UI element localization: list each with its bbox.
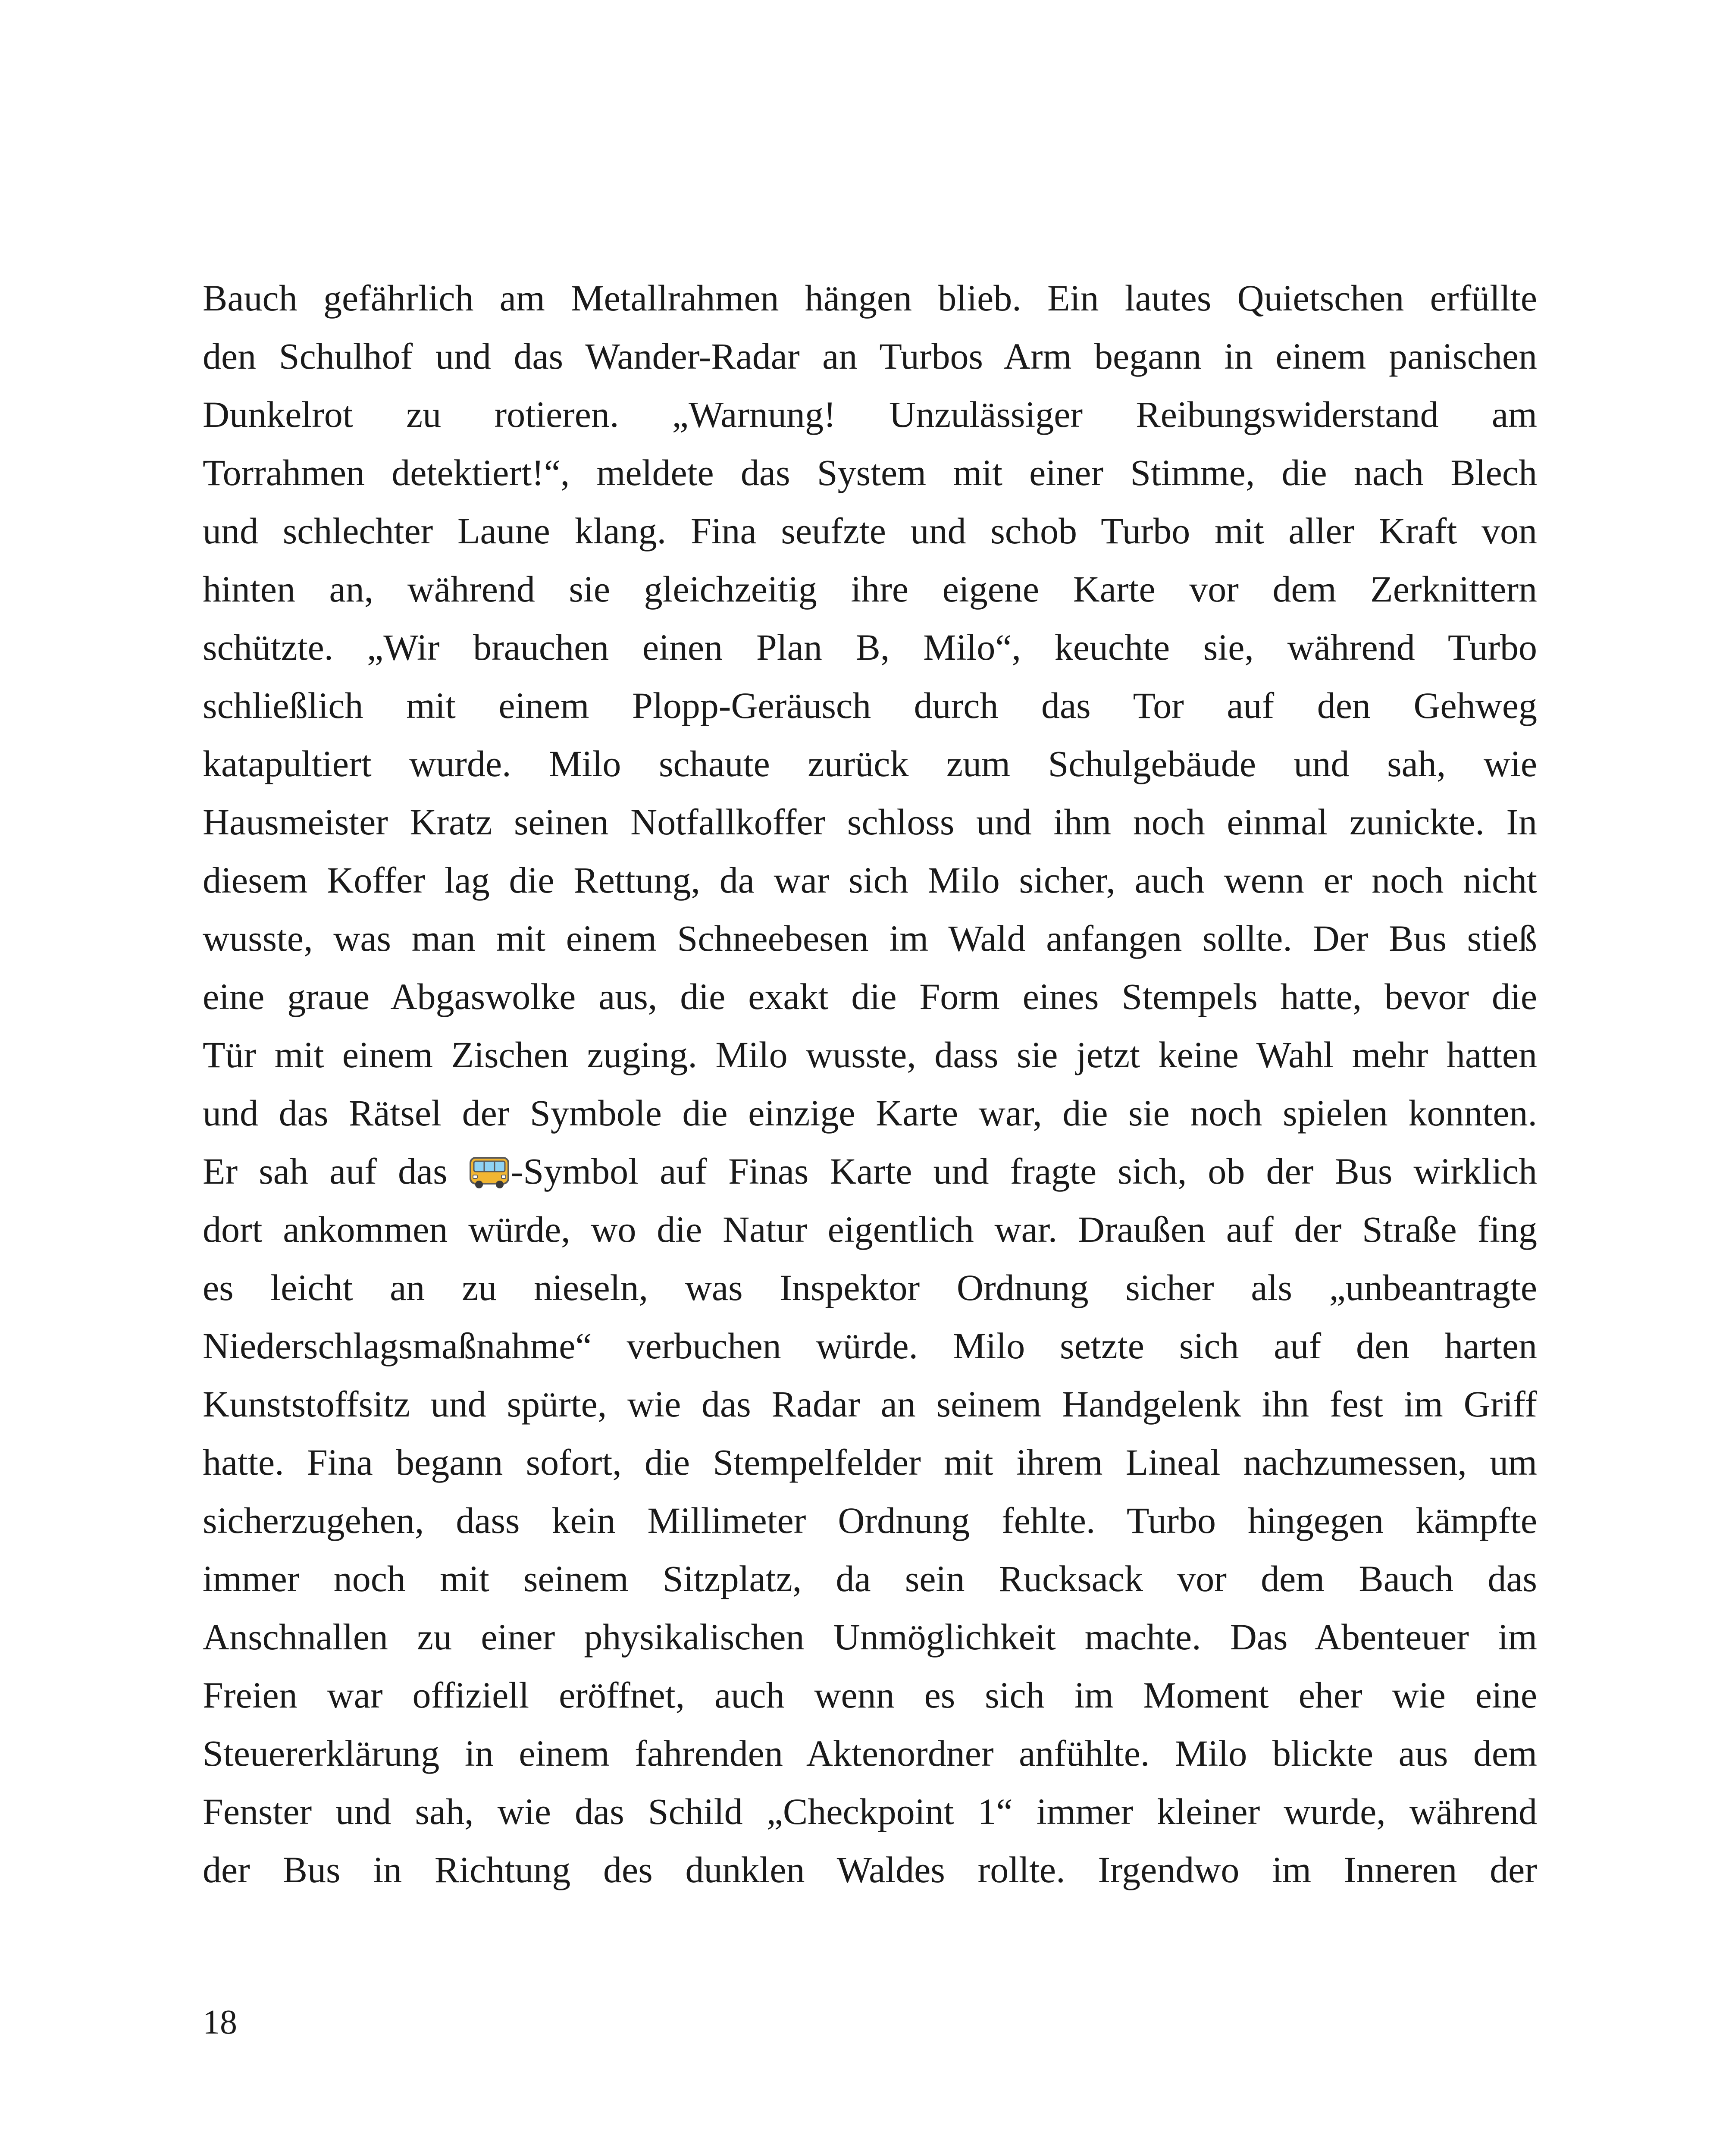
text-line: wusste, was man mit einem Schneebesen im Wald anfangen sollte. Der Bus stieß xyxy=(203,918,1537,959)
icon-line-after: -Symbol auf Finas Karte und fragte sich, ob der Bus wirklich xyxy=(511,1150,1537,1192)
text-line: der Bus in Richtung des dunklen Waldes rollte. Irgendwo im Inneren der xyxy=(203,1849,1537,1890)
text-line: Dunkelrot zu rotieren. „Warnung! Unzulässiger Reibungswiderstand am xyxy=(203,394,1537,435)
text-line: schließlich mit einem Plopp-Geräusch durch das Tor auf den Gehweg xyxy=(203,685,1537,726)
text-line: Niederschlagsmaßnahme“ verbuchen würde. Milo setzte sich auf den harten xyxy=(203,1325,1537,1366)
text-line: Freien war offiziell eröffnet, auch wenn es sich im Moment eher wie eine xyxy=(203,1674,1537,1716)
text-line: den Schulhof und das Wander-Radar an Turbos Arm begann in einem panischen xyxy=(203,335,1537,377)
text-line: Bauch gefährlich am Metallrahmen hängen blieb. Ein lautes Quietschen erfüllte xyxy=(203,277,1537,319)
text-line: Kunststoffsitz und spürte, wie das Radar an seinem Handgelenk ihn fest im Griff xyxy=(203,1383,1537,1425)
text-line: sicherzugehen, dass kein Millimeter Ordnung fehlte. Turbo hingegen kämpfte xyxy=(203,1500,1537,1541)
text-line: dort ankommen würde, wo die Natur eigentlich war. Draußen auf der Straße fing xyxy=(203,1209,1537,1250)
text-line: hatte. Fina begann sofort, die Stempelfelder mit ihrem Lineal nachzumessen, um xyxy=(203,1442,1537,1483)
text-line: eine graue Abgaswolke aus, die exakt die Form eines Stempels hatte, bevor die xyxy=(203,976,1537,1017)
text-line: Tür mit einem Zischen zuging. Milo wusste, dass sie jetzt keine Wahl mehr hatten xyxy=(203,1034,1537,1075)
text-line: katapultiert wurde. Milo schaute zurück zum Schulgebäude und sah, wie xyxy=(203,743,1537,784)
text-line: immer noch mit seinem Sitzplatz, da sein Rucksack vor dem Bauch das xyxy=(203,1558,1537,1599)
text-line: diesem Koffer lag die Rettung, da war sich Milo sicher, auch wenn er noch nicht xyxy=(203,859,1537,901)
text-line: Anschnallen zu einer physikalischen Unmöglichkeit machte. Das Abenteuer im xyxy=(203,1616,1537,1658)
page-number: 18 xyxy=(203,2003,237,2041)
body-text xyxy=(203,269,1537,1899)
text-line: und schlechter Laune klang. Fina seufzte und schob Turbo mit aller Kraft von xyxy=(203,510,1537,552)
text-line: hinten an, während sie gleichzeitig ihre eigene Karte vor dem Zerknittern xyxy=(203,568,1537,610)
text-line: Torrahmen detektiert!“, meldete das System mit einer Stimme, die nach Blech xyxy=(203,452,1537,493)
text-line: und das Rätsel der Symbole die einzige Karte war, die sie noch spielen konnten. xyxy=(203,1092,1537,1134)
text-line: Hausmeister Kratz seinen Notfallkoffer schloss und ihm noch einmal zunickte. In xyxy=(203,801,1537,843)
text-line: Fenster und sah, wie das Schild „Checkpoint 1“ immer kleiner wurde, während xyxy=(203,1791,1537,1832)
bus-icon xyxy=(469,1148,510,1183)
text-line: es leicht an zu nieseln, was Inspektor Ordnung sicher als „unbeantragte xyxy=(203,1267,1537,1308)
icon-line-before: Er sah auf das xyxy=(203,1150,469,1192)
text-line: schützte. „Wir brauchen einen Plan B, Milo“, keuchte sie, während Turbo xyxy=(203,627,1537,668)
text-line: Steuererklärung in einem fahrenden Aktenordner anfühlte. Milo blickte aus dem xyxy=(203,1733,1537,1774)
text-line-with-icon xyxy=(203,1142,1537,1200)
